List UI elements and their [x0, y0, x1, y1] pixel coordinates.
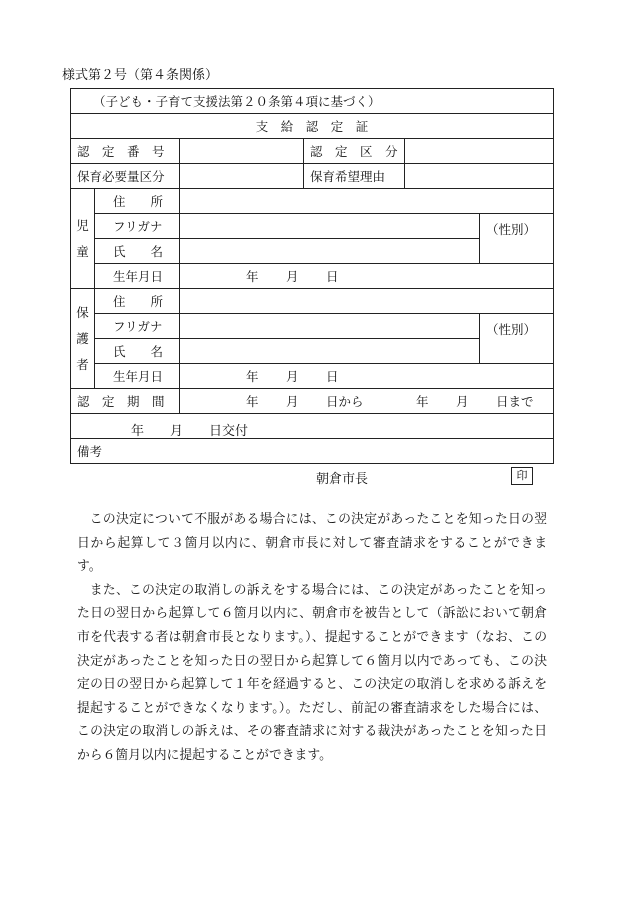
guardian-address-label: 住 所 — [95, 289, 180, 314]
child-sex-label: （性別） — [486, 222, 537, 237]
period-field[interactable]: 年 月 日から 年 月 日まで — [180, 389, 554, 414]
need-class-field[interactable] — [180, 164, 304, 189]
certificate-form — [70, 88, 554, 763]
cert-class-label: 認 定 区 分 — [304, 139, 405, 164]
cert-class-field[interactable] — [405, 139, 554, 164]
legal-basis: （子ども・子育て支援法第２０条第４項に基づく） — [71, 89, 554, 114]
form-number: 様式第２号（第４条関係） — [62, 68, 219, 83]
appeal-note-2: また、この決定の取消しの訴えをする場合には、この決定があったことを知った日の翌日から起算して６箇月以内に、朝倉市を被告として（訴訟において朝倉市を代表する者は朝倉市長となります。）、提起することができます（なお、この決定があったことを知った日の翌日から起算して６箇月以内であっても、この決定の日の翌日から起算して１年を経過すると、この決定の取消しを求める訴えを提起することができなくなります。）。ただし、前記の審査請求をした場合には、この決定の取消しの訴えは、その審査請求に対する裁決があったことを知った日から６箇月以内に提起することができます。 — [77, 582, 548, 763]
guardian-furigana-label: フリガナ — [95, 314, 180, 339]
child-dob-field[interactable]: 年 月 日 — [180, 264, 554, 289]
seal-stamp: 印 — [511, 467, 533, 485]
appeal-note-1: この決定について不服がある場合には、この決定があったことを知った日の翌日から起算して３箇月以内に、朝倉市長に対して審査請求をすることができます。 — [77, 512, 547, 575]
child-sex-field[interactable] — [480, 214, 554, 264]
guardian-name-label: 氏 名 — [95, 339, 180, 364]
reason-label: 保育希望理由 — [304, 164, 405, 189]
child-dob-label: 生年月日 — [95, 264, 180, 289]
mayor-title: 朝倉市長 — [316, 472, 369, 487]
guardian-sex-field[interactable] — [480, 314, 554, 364]
child-address-label: 住 所 — [95, 189, 180, 214]
appeal-notes — [77, 508, 547, 768]
need-class-label: 保育必要量区分 — [71, 164, 180, 189]
cert-number-label: 認 定 番 号 — [71, 139, 180, 164]
child-name-field[interactable] — [180, 239, 480, 264]
cert-number-field[interactable] — [180, 139, 304, 164]
child-address-field[interactable] — [180, 189, 554, 214]
page-title: 支 給 認 定 証 — [71, 114, 554, 139]
remarks-label: 備考 — [77, 444, 103, 459]
guardian-dob-label: 生年月日 — [95, 364, 180, 389]
guardian-group-label: 保 護 者 — [71, 289, 95, 389]
child-furigana-field[interactable] — [180, 214, 480, 239]
guardian-address-field[interactable] — [180, 289, 554, 314]
reason-field[interactable] — [405, 164, 554, 189]
remarks-field[interactable] — [71, 439, 554, 464]
child-group-label: 児 童 — [71, 189, 95, 289]
guardian-dob-field[interactable]: 年 月 日 — [180, 364, 554, 389]
child-furigana-label: フリガナ — [95, 214, 180, 239]
issue-date[interactable]: 年 月 日交付 — [131, 424, 249, 439]
guardian-furigana-field[interactable] — [180, 314, 480, 339]
child-name-label: 氏 名 — [95, 239, 180, 264]
period-label: 認 定 期 間 — [71, 389, 180, 414]
guardian-name-field[interactable] — [180, 339, 480, 364]
guardian-sex-label: （性別） — [486, 322, 537, 337]
